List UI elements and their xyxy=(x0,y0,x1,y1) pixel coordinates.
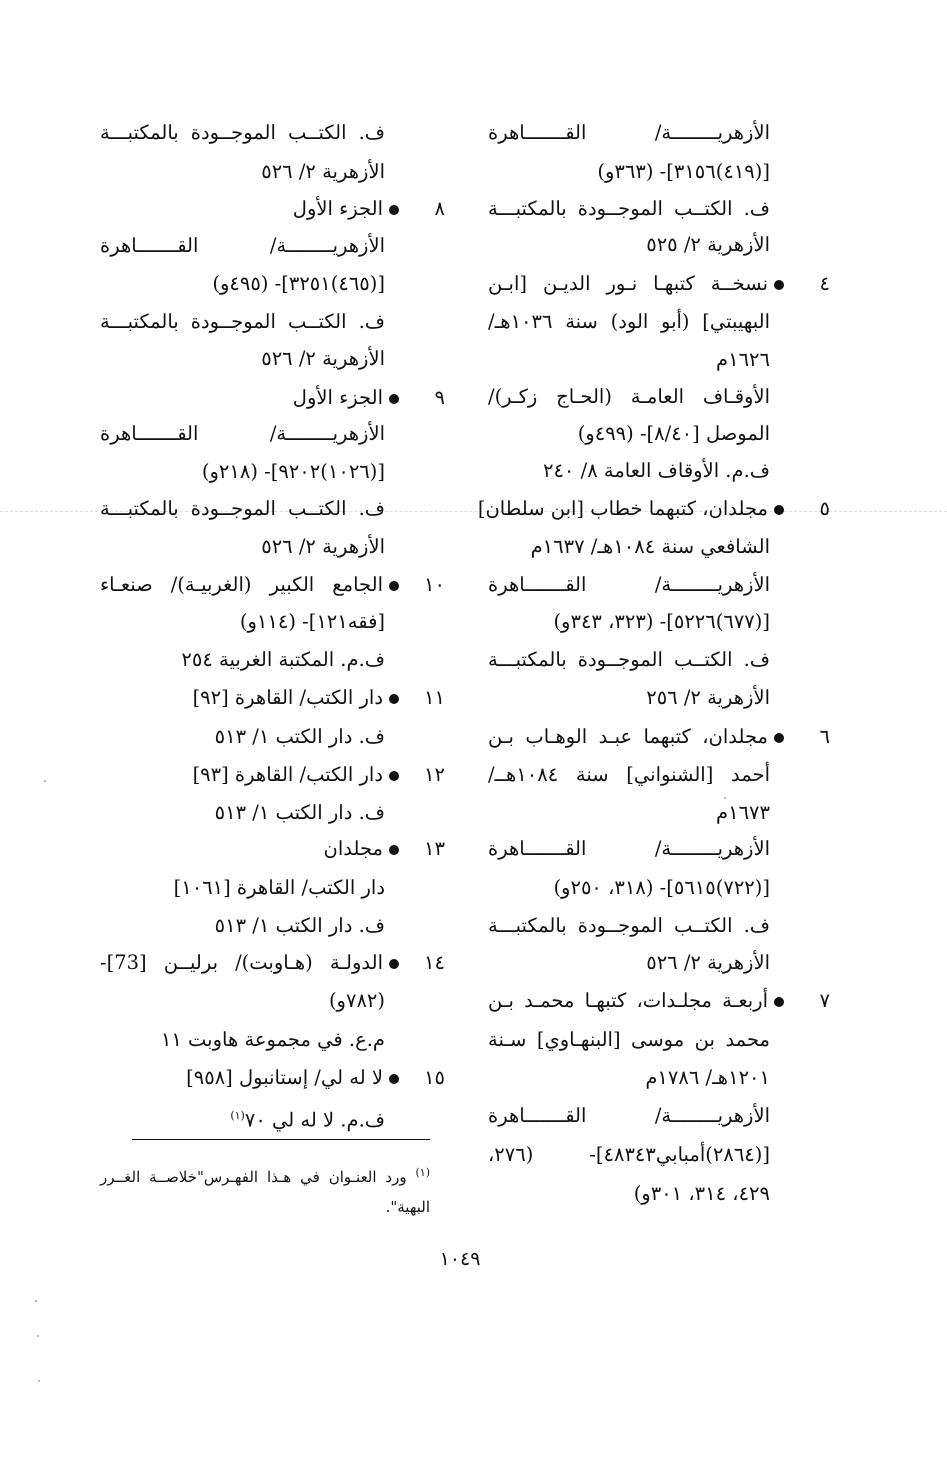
entry-line xyxy=(488,1098,830,1134)
bullet-icon xyxy=(389,581,399,591)
entry-text: ف. الكتــب الموجــودة بالمكتبـــة xyxy=(100,310,385,333)
bullet-icon xyxy=(389,205,399,215)
entry-text: ف. الكتــب الموجــودة بالمكتبـــة xyxy=(488,197,770,220)
entry-text: الأزهريــــــــة/ القـــــــاهرة xyxy=(488,1104,770,1127)
entry-text: الجزء الأول xyxy=(292,197,383,220)
entry-line xyxy=(488,416,830,452)
entry-text: [(٢٨٦٤)أمبابي٤٨٣٤٣]- (٢٧٦، xyxy=(488,1143,770,1166)
entry-text: دار الكتب/ القاهرة [٩٣] xyxy=(192,763,383,786)
entry-text: الأزهريــــــــة/ القـــــــاهرة xyxy=(100,422,385,445)
entry-text: دار الكتب/ القاهرة [١٠٦١] xyxy=(173,876,385,899)
entry-text: الشافعي سنة ١٠٨٤هـ/ ١٦٣٧م xyxy=(530,535,770,558)
footnote-marker: (١) xyxy=(415,1166,430,1179)
page-number: ١٠٤٩ xyxy=(439,1248,481,1270)
scan-speck xyxy=(35,1300,37,1302)
entry-text: الجامع الكبير (الغربيـة)/ صنعـاء xyxy=(100,573,383,596)
bullet-icon xyxy=(389,694,399,704)
entry-text: ف.م. الأوقاف العامة ٨/ ٢٤٠ xyxy=(542,459,770,482)
entry-heading-line xyxy=(100,831,445,867)
entry-text: ١٦٢٦م xyxy=(716,348,770,371)
footnote-text: ورد العنـوان في هـذا الفهـرس"خلاصــة الغــرر البهية". xyxy=(100,1168,430,1216)
entry-text: ف. الكتــب الموجــودة بالمكتبـــة xyxy=(488,648,770,671)
entry-line xyxy=(100,341,445,377)
entry-text: [(٧٢٢)٥٦١٥]- (٣١٨، ٢٥٠و) xyxy=(553,876,770,899)
entry-heading-line xyxy=(100,757,445,793)
entry-line xyxy=(100,304,445,340)
entry-text: الأزهريــــــــة/ القـــــــاهرة xyxy=(488,837,770,860)
entry-text: ف. الكتــب الموجــودة بالمكتبـــة xyxy=(100,121,385,144)
entry-heading-line xyxy=(488,266,830,302)
entry-line xyxy=(100,1022,445,1058)
entry-text: [فقه١٢١]- (١١٤و) xyxy=(239,610,385,633)
entry-line xyxy=(100,115,445,151)
entry-line xyxy=(488,342,830,378)
bullet-icon xyxy=(389,771,399,781)
entry-line xyxy=(488,529,830,565)
entry-number: ١١ xyxy=(424,686,445,709)
entry-text: الأزهرية ٢/ ٥٢٦ xyxy=(261,160,385,183)
entry-text: الأزهرية ٢/ ٥٢٥ xyxy=(646,233,770,256)
entry-text: محمد بن موسى [البنهـاوي] سـنة xyxy=(488,1028,770,1051)
entry-number: ١٤ xyxy=(424,951,445,974)
entry-heading-line xyxy=(100,1060,445,1096)
entry-text: ١٢٠١هـ/ ١٧٨٦م xyxy=(645,1066,770,1089)
bullet-icon xyxy=(774,997,784,1007)
entry-text: ف.م. المكتبة الغربية ٢٥٤ xyxy=(181,648,385,671)
entry-line xyxy=(488,831,830,867)
entry-line xyxy=(488,304,830,340)
entry-line xyxy=(100,719,445,755)
entry-line xyxy=(488,227,830,263)
entry-line xyxy=(100,529,445,565)
entry-line xyxy=(488,379,830,415)
entry-number: ١٢ xyxy=(424,763,445,786)
entry-number: ٤ xyxy=(819,272,830,295)
scan-speck xyxy=(37,1335,39,1337)
entry-heading-line xyxy=(488,983,830,1019)
entry-line xyxy=(488,604,830,640)
entry-line xyxy=(100,228,445,264)
entry-text: الأوقـاف العامـة (الحـاج زكـر)/ xyxy=(488,385,770,408)
entry-text: مجلدان xyxy=(323,837,383,860)
entry-text: ف. الكتــب الموجــودة بالمكتبـــة xyxy=(488,914,770,937)
entry-text: الأزهرية ٢/ ٥٢٦ xyxy=(261,535,385,558)
entry-text: الأزهريــــــــة/ القـــــــاهرة xyxy=(488,573,770,596)
entry-line xyxy=(100,1098,445,1134)
entry-line xyxy=(100,870,445,906)
entry-number: ١٠ xyxy=(424,573,445,596)
entry-line xyxy=(488,567,830,603)
entry-line xyxy=(488,453,830,489)
entry-text: ٤٢٩، ٣١٤، ٣٠١و) xyxy=(633,1182,770,1205)
entry-text: البهيبتي] (أبو الود) سنة ١٠٣٦هـ/ xyxy=(488,310,770,333)
footnote-separator xyxy=(132,1139,430,1140)
entry-text: الأزهرية ٢/ ٢٥٦ xyxy=(646,686,770,709)
entry-text: ف. دار الكتب ١/ ٥١٣ xyxy=(214,914,385,937)
entry-line xyxy=(488,642,830,678)
entry-text: أربعـة مجلـدات، كتبهـا محمـد بـن xyxy=(488,989,768,1012)
entry-text: أحمد [الشنواني] سنة ١٠٨٤هــ/ xyxy=(488,763,770,786)
entry-number: ٨ xyxy=(434,197,445,220)
entry-heading-line xyxy=(477,491,830,527)
entry-line xyxy=(100,154,445,190)
entry-line xyxy=(100,642,445,678)
entry-line xyxy=(488,795,830,831)
entry-line xyxy=(488,154,830,190)
right-column xyxy=(477,0,830,1205)
bullet-icon xyxy=(774,733,784,743)
entry-number: ٧ xyxy=(819,989,830,1012)
entry-text: الأزهريــــــــة/ القـــــــاهرة xyxy=(100,234,385,257)
entry-text: الموصل [٨/٤٠]- (٤٩٩و) xyxy=(577,422,770,445)
left-column xyxy=(100,0,445,1132)
entry-text: ١٦٧٣م xyxy=(716,801,770,824)
entry-number: ٩ xyxy=(434,386,445,409)
entry-text: الأزهريــــــــة/ القـــــــاهرة xyxy=(488,121,770,144)
entry-text: (٧٨٢و) xyxy=(328,989,385,1012)
entry-number: ٥ xyxy=(819,497,830,520)
entry-line xyxy=(100,908,445,944)
entry-text: [(٤٦٥)٣٢٥١]- (٤٩٥و) xyxy=(212,272,385,295)
entry-line xyxy=(488,191,830,227)
entry-text: الجزء الأول xyxy=(292,386,383,409)
scan-speck xyxy=(724,797,726,799)
entry-line xyxy=(488,680,830,716)
entry-heading-line xyxy=(488,719,830,755)
bullet-icon xyxy=(774,280,784,290)
footnote-reference: (١) xyxy=(230,1109,245,1122)
entry-heading-line xyxy=(100,945,445,981)
entry-line xyxy=(100,454,445,490)
entry-text: مجلدان، كتبهما خطاب [ابن سلطان] xyxy=(477,497,768,520)
entry-text: الدولـة (هـاوبت)/ برليــن [73]- xyxy=(100,951,383,974)
scan-speck xyxy=(38,1380,40,1382)
entry-line xyxy=(488,1022,830,1058)
entry-text: ف. دار الكتب ١/ ٥١٣ xyxy=(214,801,385,824)
bullet-icon xyxy=(774,505,784,515)
entry-heading-line xyxy=(100,567,445,603)
entry-text: ف.م. لا له لي ٧٠ xyxy=(244,1108,385,1132)
bullet-icon xyxy=(389,394,399,404)
entry-number: ١٥ xyxy=(424,1066,445,1089)
entry-line xyxy=(488,945,830,981)
bullet-icon xyxy=(389,959,399,969)
entry-line xyxy=(100,491,445,527)
entry-line xyxy=(100,983,445,1019)
entry-line xyxy=(488,757,830,793)
entry-line xyxy=(488,115,830,151)
entry-line xyxy=(488,1060,830,1096)
entry-text: ف. الكتــب الموجــودة بالمكتبـــة xyxy=(100,497,385,520)
entry-line xyxy=(488,1137,830,1173)
entry-text: نسخــة كتبهـا نـور الديـن [ابـن xyxy=(488,272,768,295)
entry-number: ١٣ xyxy=(424,837,445,860)
entry-text: ف. دار الكتب ١/ ٥١٣ xyxy=(214,725,385,748)
entry-line xyxy=(488,870,830,906)
entry-heading-line xyxy=(100,191,445,227)
entry-text: الأزهرية ٢/ ٥٢٦ xyxy=(646,951,770,974)
entry-heading-line xyxy=(100,380,445,416)
entry-line xyxy=(100,604,445,640)
entry-line xyxy=(488,908,830,944)
entry-line xyxy=(488,1176,830,1212)
entry-heading-line xyxy=(100,680,445,716)
entry-line xyxy=(100,266,445,302)
entry-text: مجلدان، كتبهما عبـد الوهـاب بـن xyxy=(488,725,768,748)
entry-text: [(١٠٢٦)٩٢٠٢]- (٢١٨و) xyxy=(201,460,385,483)
bullet-icon xyxy=(389,845,399,855)
entry-text: [(٤١٩)٣١٥٦]- (٣٦٣و) xyxy=(597,160,770,183)
entry-number: ٦ xyxy=(819,725,830,748)
entry-text: [(٦٧٧)٥٢٢٦]- (٣٢٣، ٣٤٣و) xyxy=(553,610,770,633)
entry-line xyxy=(100,795,445,831)
scan-speck xyxy=(44,780,46,782)
entry-line xyxy=(100,416,445,452)
bullet-icon xyxy=(389,1074,399,1084)
entry-text: دار الكتب/ القاهرة [٩٢] xyxy=(192,686,383,709)
entry-text: الأزهرية ٢/ ٥٢٦ xyxy=(261,347,385,370)
entry-text: م.ع. في مجموعة هاوبت ١١ xyxy=(160,1028,385,1051)
footnote xyxy=(100,1158,430,1222)
entry-text: لا له لي/ إستانبول [٩٥٨] xyxy=(186,1066,383,1089)
